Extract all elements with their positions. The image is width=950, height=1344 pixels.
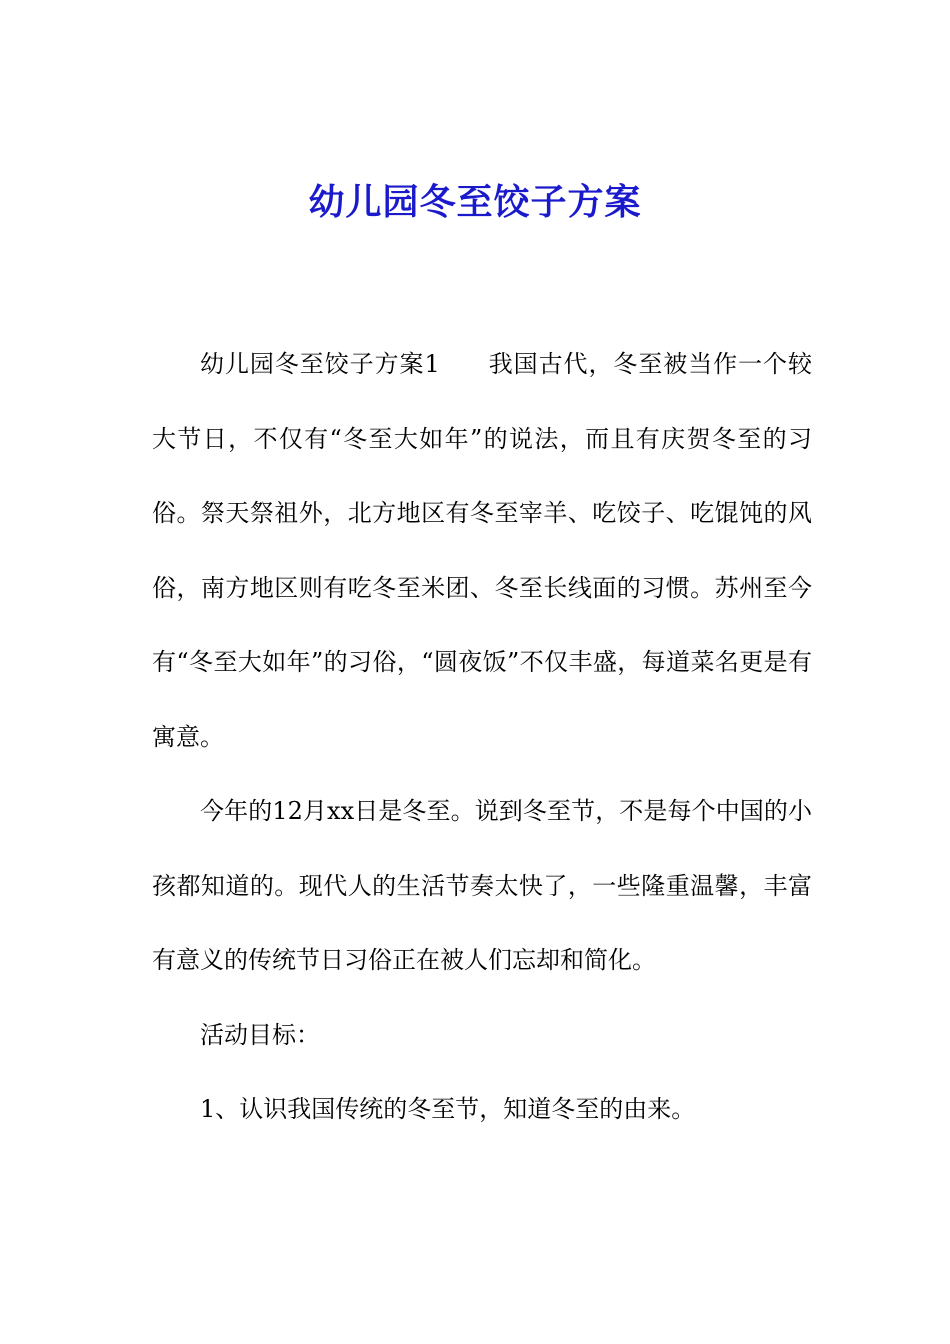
document-body [152,327,812,1147]
paragraph-goal-1: 1、认识我国传统的冬至节，知道冬至的由来。 [200,1095,696,1123]
document-title: 幼儿园冬至饺子方案 [308,181,642,223]
paragraph-intro [152,327,812,774]
paragraph-intro-text: 我国古代，冬至被当作一个较大节日，不仅有“冬至大如年”的说法，而且有庆贺冬至的习俗。祭天祭祖外，北方地区有冬至宰羊、吃饺子、吃馄饨的风俗，南方地区则有吃冬至米团、冬至长线面的习惯。苏州至今有“冬至大如年”的习俗，“圆夜饭”不仅丰盛，每道菜名更是有寓意。 [152,350,812,751]
paragraph-winter-solstice-date: 今年的12月xx日是冬至。说到冬至节，不是每个中国的小孩都知道的。现代人的生活节奏太快了，一些隆重温馨，丰富有意义的传统节日习俗正在被人们忘却和简化。 [152,797,812,974]
section-heading-plan-1: 幼儿园冬至饺子方案1 [200,350,440,378]
paragraph-activity-goals-heading: 活动目标： [200,1020,320,1049]
